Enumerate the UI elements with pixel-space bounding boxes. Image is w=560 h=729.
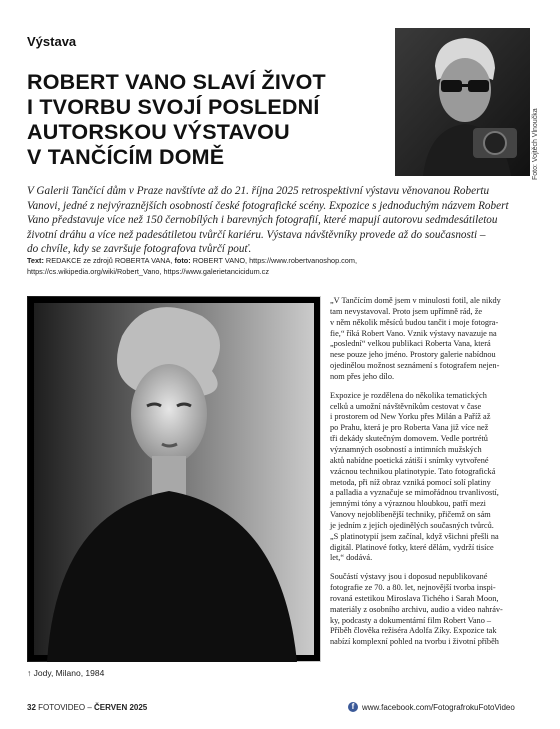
body-line: aktů nabídne poetická zátiší i snímky vytvořené <box>330 455 489 465</box>
body-line: Expozice je rozdělena do několika tematických <box>330 390 487 400</box>
body-line: Součástí výstavy jsou i doposud nepublikované <box>330 572 488 582</box>
headline-line: I TVORBU SVOJÍ POSLEDNÍ <box>27 95 320 119</box>
photo-credit <box>532 95 546 185</box>
body-line: nom přes jeho dílo. <box>330 371 395 381</box>
headline-line: V TANČÍCÍM DOMĚ <box>27 145 225 169</box>
social-link[interactable]: www.facebook.com/FotografrokuFotoVideo <box>362 702 515 712</box>
page-footer-left <box>27 703 147 712</box>
photo-caption <box>27 668 104 678</box>
body-line: „poslední“ velkou publikaci Roberta Vana, která <box>330 339 491 349</box>
footer-dash: – <box>87 703 92 712</box>
body-line: fotografie ze 70. a 80. let, nejnovější tvorba inspi- <box>330 583 496 593</box>
article-headline <box>27 70 367 170</box>
lead-paragraph <box>27 184 532 257</box>
credits-line-2: https://cs.wikipedia.org/wiki/Robert_Vano, https://www.galerietancicidum.cz <box>27 267 269 276</box>
lead-line: V Galerii Tančící dům v Praze navštívte až do 21. října 2025 retrospektivní výstavu věnovanou Robertu <box>27 185 490 197</box>
body-line: digitál. Platinové fotky, které dělám, vydrží tisíce <box>330 542 494 552</box>
body-line: ky, podcasty a dokumentární film Robert Vano – <box>330 615 492 625</box>
body-line: nabízí komplexní pohled na tvorbu i životní příběh <box>330 637 499 647</box>
body-line: jemnými tóny a výraznou hloubkou, patří mezi <box>330 499 486 509</box>
credits-text-label: Text: <box>27 256 44 265</box>
body-line: materiály z osobního archivu, audio a video nahráv- <box>330 604 503 614</box>
body-line: „S platinotypií jsem začínal, když všichni přešli na <box>330 531 499 541</box>
body-line: rovaná estetikou Miroslava Tichého i Sarah Moon, <box>330 593 499 603</box>
body-line: po Prahu, která je pro Roberta Vana již více než <box>330 423 489 433</box>
article-body <box>330 296 535 648</box>
body-line: „V Tančícím domě jsem v minulosti fotil, ale nikdy <box>330 296 501 305</box>
body-line: tři dekády skutečným domovem. Vedle portrétů <box>330 434 488 444</box>
arrow-up-icon: ↑ <box>27 668 32 678</box>
page-footer-right <box>348 702 515 712</box>
body-line: Vanovy nejoblíbenější techniky, přičemž on sám <box>330 510 491 520</box>
body-line: Příběh člověka režiséra Adolfa Zíky. Expozice tak <box>330 626 497 636</box>
section-label: Výstava <box>27 34 77 49</box>
body-line: let,“ dodává. <box>330 553 373 563</box>
body-line: nese pouze jeho jméno. Prostory galerie nabídnou <box>330 350 496 360</box>
paragraph-gap <box>330 383 535 391</box>
caption-text: Jody, Milano, 1984 <box>33 668 105 678</box>
article-credits <box>27 255 532 277</box>
facebook-icon: f <box>348 702 358 712</box>
paragraph-gap <box>330 564 535 572</box>
page-number: 32 <box>27 703 36 712</box>
body-line: je jedním z jejích ojedinělých současných tvůrců. <box>330 520 494 530</box>
author-portrait <box>395 28 530 176</box>
body-line: i prostorem od New Yorku přes Milán a Paříž až <box>330 412 491 422</box>
body-line: ojedinělou možnost seznámení s fotografem nejen- <box>330 361 500 371</box>
lead-line: Vano představuje více než 150 černobílých i barevných fotografií, které mapují autorovu sedmdesátiletou <box>27 214 498 227</box>
body-line: fie,“ říká Robert Vano. Vznik výstavy navazuje na <box>330 328 497 338</box>
body-line: vzácnou technikou platinotypie. Tato fotografická <box>330 466 496 476</box>
body-line: v něm několik měsíců budou tančit i moje fotogra- <box>330 317 499 327</box>
body-line: a palladia a vyznačuje se mimořádnou trvanlivostí, <box>330 488 499 498</box>
headline-line: ROBERT VANO SLAVÍ ŽIVOT <box>27 70 326 94</box>
headline-line: AUTORSKOU VÝSTAVOU <box>27 120 290 144</box>
body-line: tam nevystavoval. Proto jsem upřímně rád, že <box>330 306 483 316</box>
lead-line: do chvíle, kdy se završuje fotografova tvůrčí pouť. <box>27 243 252 256</box>
main-photo <box>27 296 321 662</box>
body-line: významných osobností a intimních mužských <box>330 444 482 454</box>
magazine-name: FOTOVIDEO <box>38 703 86 712</box>
body-line: celků a umožní návštěvníkům cestovat v čase <box>330 401 482 411</box>
lead-line: Vanovi, jedné z nejvýraznějších osobností české fotografické scény. Expozice s jednoduchým názvem Robert <box>27 199 509 212</box>
body-line: metoda, při níž obraz vzniká pomocí solí platiny <box>330 477 491 487</box>
credits-text: REDAKCE ze zdrojů ROBERTA VANA, <box>43 256 175 265</box>
credits-line-1 <box>27 255 532 266</box>
credits-foto: ROBERT VANO, https://www.robertvanoshop.com, <box>190 256 357 265</box>
photo-credit-text: Foto: Vojtěch Vlnoučka <box>532 108 539 180</box>
issue-label: ČERVEN 2025 <box>94 703 148 712</box>
credits-foto-label: foto: <box>174 256 191 265</box>
lead-line: životní dráhu a více než padesátiletou tvůrčí kariéru. Výstava návštěvníky provede až do současnosti – <box>27 228 486 241</box>
